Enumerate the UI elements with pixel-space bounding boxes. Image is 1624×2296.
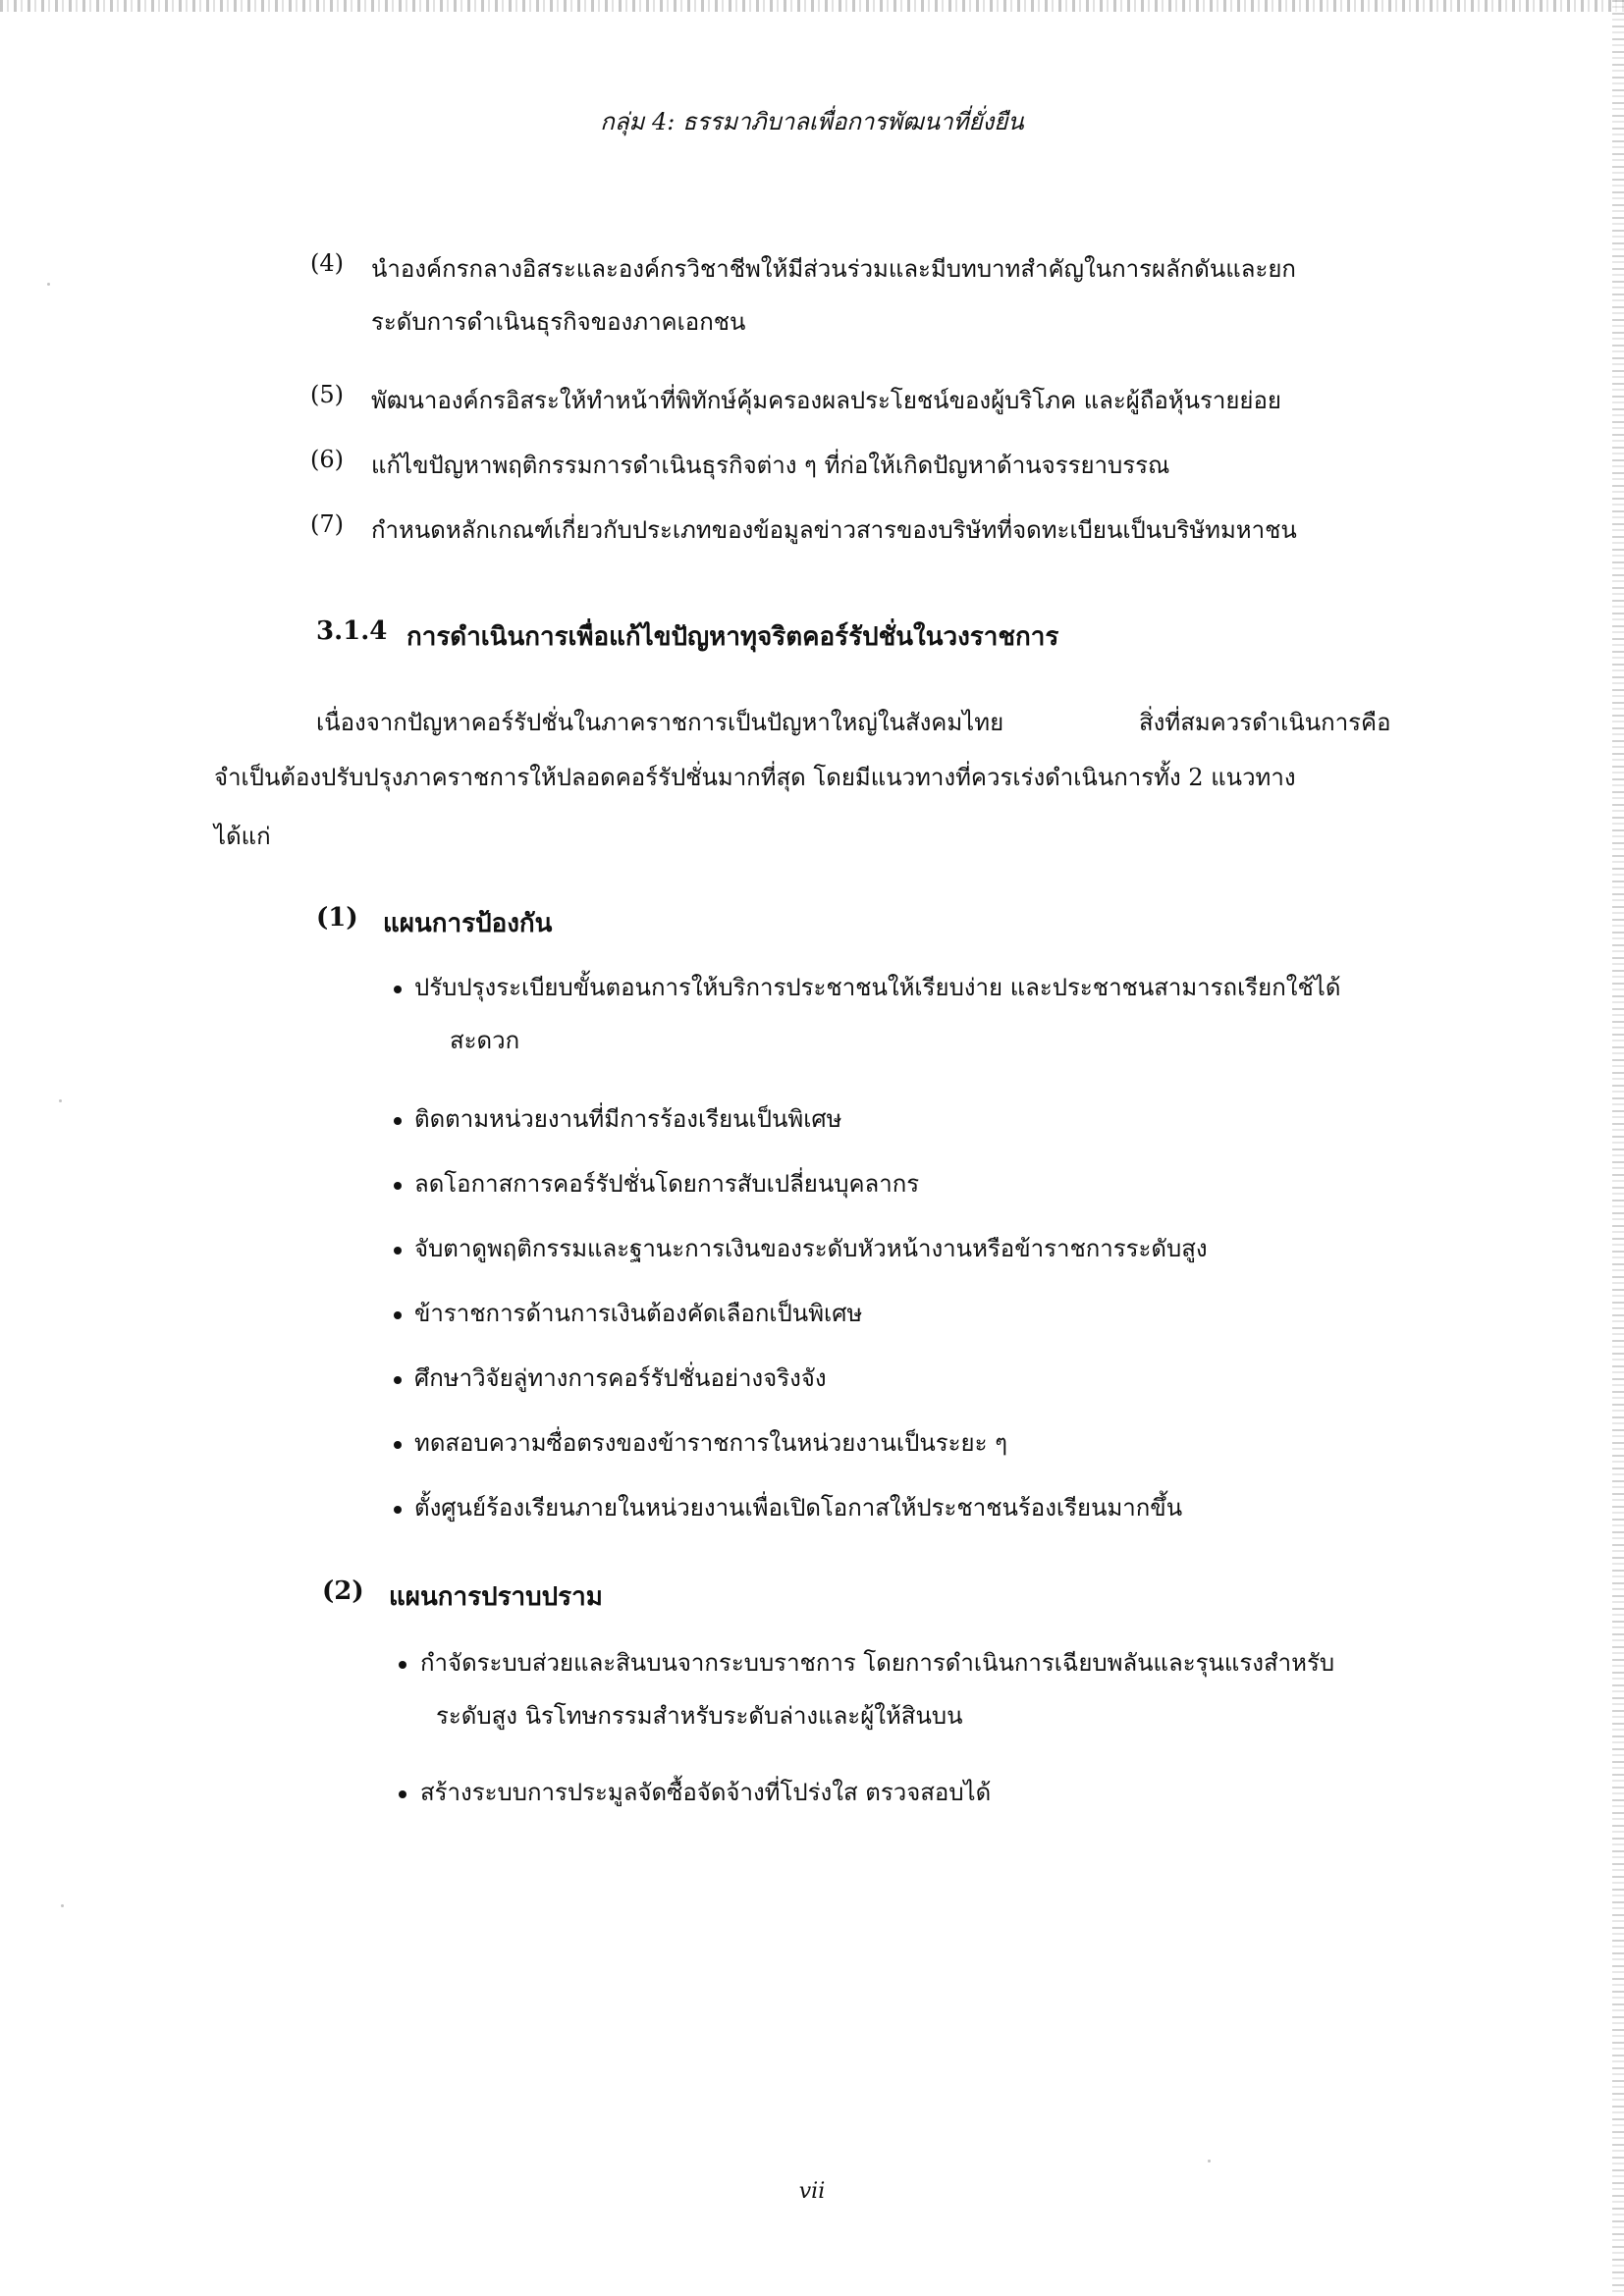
bullet-text: กำจัดระบบส่วยและสินบนจากระบบราชการ โดยการดำเนินการเฉียบพลันและรุนแรงสำหรับ — [420, 1649, 1335, 1677]
bullet-icon — [394, 986, 402, 993]
page-header: กลุ่ม 4: ธรรมาภิบาลเพื่อการพัฒนาที่ยั่งยืน — [600, 108, 1024, 135]
scan-edge-right — [1612, 0, 1624, 2296]
bullet-icon — [394, 1311, 402, 1319]
plan-title: แผนการป้องกัน — [383, 909, 553, 938]
section-title: การดำเนินการเพื่อแก้ไขปัญหาทุจริตคอร์รัปชั่นในวงราชการ — [406, 622, 1059, 652]
bullet-text: สะดวก — [450, 1027, 520, 1054]
bullet-icon — [394, 1441, 402, 1449]
bullet-text: ศึกษาวิจัยลู่ทางการคอร์รัปชั่นอย่างจริงจัง — [414, 1364, 827, 1392]
bullet-icon — [394, 1182, 402, 1190]
paragraph-line: เนื่องจากปัญหาคอร์รัปชั่นในภาคราชการเป็นปัญหาใหญ่ในสังคมไทย — [316, 709, 1004, 736]
paragraph-line: จำเป็นต้องปรับปรุงภาคราชการให้ปลอดคอร์รัปชั่นมากที่สุด โดยมีแนวทางที่ควรเร่งดำเนินการทั้ง 2 แนวทาง — [214, 764, 1296, 791]
bullet-text: ทดสอบความซื่อตรงของข้าราชการในหน่วยงานเป็นระยะ ๆ — [414, 1429, 1007, 1457]
bullet-icon — [394, 1247, 402, 1255]
item-number: (7) — [310, 510, 344, 538]
bullet-icon — [399, 1661, 406, 1669]
scan-speck — [1208, 2160, 1211, 2163]
bullet-icon — [394, 1506, 402, 1514]
bullet-text: ลดโอกาสการคอร์รัปชั่นโดยการสับเปลี่ยนบุคลากร — [414, 1170, 920, 1198]
bullet-text: ตั้งศูนย์ร้องเรียนภายในหน่วยงานเพื่อเปิดโอกาสให้ประชาชนร้องเรียนมากขึ้น — [414, 1494, 1183, 1522]
bullet-text: ระดับสูง นิรโทษกรรมสำหรับระดับล่างและผู้ให้สินบน — [436, 1702, 963, 1730]
item-text: พัฒนาองค์กรอิสระให้ทำหน้าที่พิทักษ์คุ้มครองผลประโยชน์ของผู้บริโภค และผู้ถือหุ้นรายย่อย — [371, 387, 1281, 414]
item-text: นำองค์กรกลางอิสระและองค์กรวิชาชีพให้มีส่วนร่วมและมีบทบาทสำคัญในการผลักดันและยก — [371, 255, 1296, 283]
plan-number: (1) — [316, 903, 358, 933]
scan-edge-top — [0, 0, 1624, 12]
page-number: vii — [798, 2179, 826, 2204]
bullet-text: ปรับปรุงระเบียบขั้นตอนการให้บริการประชาชนให้เรียบง่าย และประชาชนสามารถเรียกใช้ได้ — [414, 974, 1341, 1001]
item-number: (5) — [310, 381, 344, 408]
bullet-text: สร้างระบบการประมูลจัดซื้อจัดจ้างที่โปร่งใส ตรวจสอบได้ — [420, 1779, 992, 1806]
plan-number: (2) — [322, 1576, 364, 1606]
item-text: กำหนดหลักเกณฑ์เกี่ยวกับประเภทของข้อมูลข่าวสารของบริษัทที่จดทะเบียนเป็นบริษัทมหาชน — [371, 516, 1297, 544]
bullet-text: จับตาดูพฤติกรรมและฐานะการเงินของระดับหัวหน้างานหรือข้าราชการระดับสูง — [414, 1235, 1208, 1262]
item-number: (6) — [310, 446, 344, 473]
paragraph-line: สิ่งที่สมควรดำเนินการคือ — [1139, 709, 1391, 736]
paragraph-line: ได้แก่ — [214, 823, 271, 850]
item-text: ระดับการดำเนินธุรกิจของภาคเอกชน — [371, 308, 746, 336]
bullet-text: ติดตามหน่วยงานที่มีการร้องเรียนเป็นพิเศษ — [414, 1105, 842, 1133]
item-number: (4) — [310, 249, 344, 277]
scan-speck — [47, 283, 50, 286]
scan-speck — [59, 1099, 62, 1102]
bullet-text: ข้าราชการด้านการเงินต้องคัดเลือกเป็นพิเศษ — [414, 1300, 863, 1327]
bullet-icon — [399, 1790, 406, 1798]
section-number: 3.1.4 — [316, 616, 388, 646]
bullet-icon — [394, 1376, 402, 1384]
item-text: แก้ไขปัญหาพฤติกรรมการดำเนินธุรกิจต่าง ๆ ที่ก่อให้เกิดปัญหาด้านจรรยาบรรณ — [371, 452, 1170, 479]
scan-speck — [61, 1904, 64, 1907]
bullet-icon — [394, 1117, 402, 1125]
plan-title: แผนการปราบปราม — [389, 1582, 603, 1612]
